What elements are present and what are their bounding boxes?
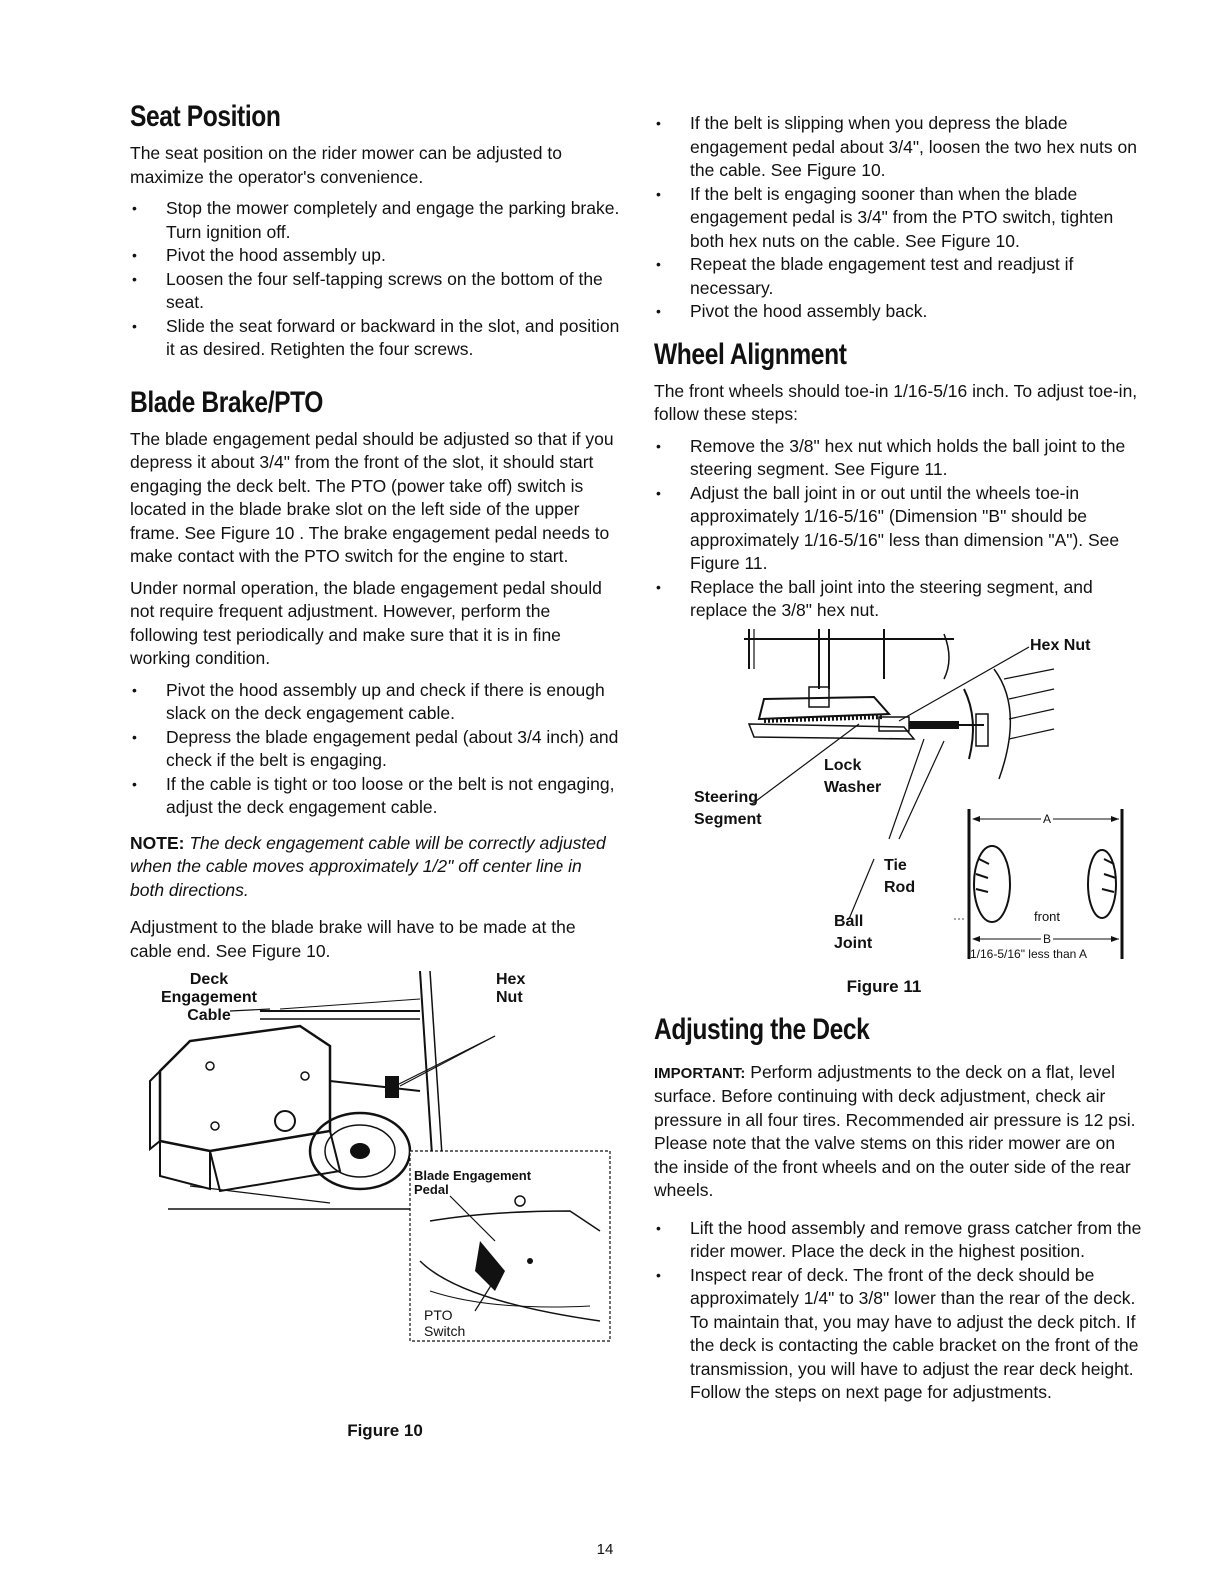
figure-10-caption: Figure 10 [347, 1421, 423, 1440]
list-item: • Depress the blade engagement pedal (about 3/4 inch) and check if the belt is engaging. [130, 726, 620, 773]
list-item: • Stop the mower completely and engage the parking brake. Turn ignition off. [130, 197, 620, 244]
important-text: Perform adjustments to the deck on a flat, level surface. Before continuing with deck adjustment, check air pressure in all four tires. Recommended air pressure is 12 psi. Please note that the valve stems on this rider mower are on the inside of the front wheels and on the outer side of the rear wheels. [654, 1061, 1136, 1200]
dimension-b-label: B [1043, 931, 1052, 946]
list-item: • Pivot the hood assembly back. [654, 300, 1144, 324]
seat-position-intro: The seat position on the rider mower can be adjusted to maximize the operator's convenience. [130, 143, 562, 187]
blade-brake-steps [130, 679, 620, 820]
dimension-a-label: A [1043, 811, 1052, 826]
seat-position-steps [130, 197, 620, 362]
lock-washer-label: Lock Washer [824, 756, 882, 796]
list-item: • Replace the ball joint into the steering segment, and replace the 3/8" hex nut. [654, 576, 1144, 623]
list-item: • Slide the seat forward or backward in the slot, and position it as desired. Retighten the four screws. [130, 315, 620, 362]
important-label: IMPORTANT: [654, 1064, 746, 1082]
figure-11 [654, 629, 1144, 1009]
front-label: front [1034, 908, 1061, 924]
adjusting-deck-heading: Adjusting the Deck [654, 1012, 870, 1046]
note-text: The deck engagement cable will be correctly adjusted when the cable moves approximately 1/2" off center line in both directions. [130, 832, 606, 900]
list-item: • Repeat the blade engagement test and readjust if necessary. [654, 253, 1144, 300]
list-item: • Lift the hood assembly and remove grass catcher from the rider mower. Place the deck in the highest position. [654, 1217, 1144, 1264]
hex-nut-label-fig11: Hex Nut [1030, 636, 1091, 654]
deck-adjustment-steps [654, 1217, 1144, 1405]
figure-11-caption: Figure 11 [846, 976, 922, 996]
list-item: • Remove the 3/8" hex nut which holds the ball joint to the steering segment. See Figure 11. [654, 435, 1144, 482]
blade-brake-para3: Adjustment to the blade brake will have to be made at the cable end. See Figure 10. [130, 917, 576, 961]
figure-10 [130, 971, 620, 1451]
ball-joint-label: Ball Joint [834, 912, 873, 952]
list-item: • If the cable is tight or too loose or the belt is not engaging, adjust the deck engagement cable. [130, 773, 620, 820]
pto-switch-label: PTO Switch [424, 1307, 466, 1339]
hex-nut-label-fig10: Hex Nut [496, 971, 526, 1006]
blade-brake-para2: Under normal operation, the blade engagement pedal should not require frequent adjustment. However, perform the following test periodically and make sure that it is in fine working condition. [130, 577, 602, 668]
tie-rod-label: Tie Rod [884, 856, 916, 896]
note-label: NOTE: [130, 832, 185, 853]
blade-brake-para1: The blade engagement pedal should be adjusted so that if you depress it about 3/4" from the front of the slot, it should start engaging the deck belt. The PTO (power take off) switch is located in the blade brake slot on the left side of the upper frame. See Figure 10 . The brake engagement pedal needs to make contact with the PTO switch for the engine to start. [130, 428, 614, 566]
list-item: • Loosen the four self-tapping screws on the bottom of the seat. [130, 268, 620, 315]
blade-engagement-pedal-label: Blade Engagement Pedal [414, 1168, 532, 1197]
seat-position-heading: Seat Position [130, 100, 281, 133]
list-item: • Pivot the hood assembly up. [130, 244, 620, 268]
important-paragraph [654, 1061, 1144, 1203]
belt-adjustment-steps [654, 112, 1144, 324]
left-column [130, 100, 620, 1451]
right-column [654, 112, 1144, 1417]
list-item: • Inspect rear of deck. The front of the deck should be approximately 1/4" to 3/8" lower than the rear of the deck. To maintain that, you may have to adjust the deck pitch. If the deck is contacting the cable bracket on the front of the transmission, you will have to adjust the rear deck height. Follow the steps on next page for adjustments. [654, 1264, 1144, 1405]
deck-engagement-cable-label: Deck Engagement Cable [160, 971, 257, 1024]
less-than-a-label: 1/16-5/16" less than A [970, 946, 1088, 961]
list-item: • If the belt is engaging sooner than when the blade engagement pedal is 3/4" from the PTO switch, tighten both hex nuts on the cable. See Figure 10. [654, 183, 1144, 254]
note-paragraph [130, 832, 620, 903]
list-item: • If the belt is slipping when you depress the blade engagement pedal about 3/4", loosen the two hex nuts on the cable. See Figure 10. [654, 112, 1144, 183]
list-item: • Adjust the ball joint in or out until the wheels toe-in approximately 1/16-5/16" (Dimension "B" should be approximately 1/16-5/16" less than dimension "A"). See Figure 11. [654, 482, 1144, 576]
page-number: 14 [596, 1541, 614, 1558]
wheel-alignment-heading: Wheel Alignment [654, 337, 847, 371]
wheel-alignment-steps [654, 435, 1144, 623]
wheel-alignment-intro: The front wheels should toe-in 1/16-5/16 inch. To adjust toe-in, follow these steps: [654, 380, 1138, 424]
list-item: • Pivot the hood assembly up and check if there is enough slack on the deck engagement cable. [130, 679, 620, 726]
blade-brake-heading: Blade Brake/PTO [130, 385, 324, 419]
steering-segment-label: Steering Segment [694, 788, 762, 828]
